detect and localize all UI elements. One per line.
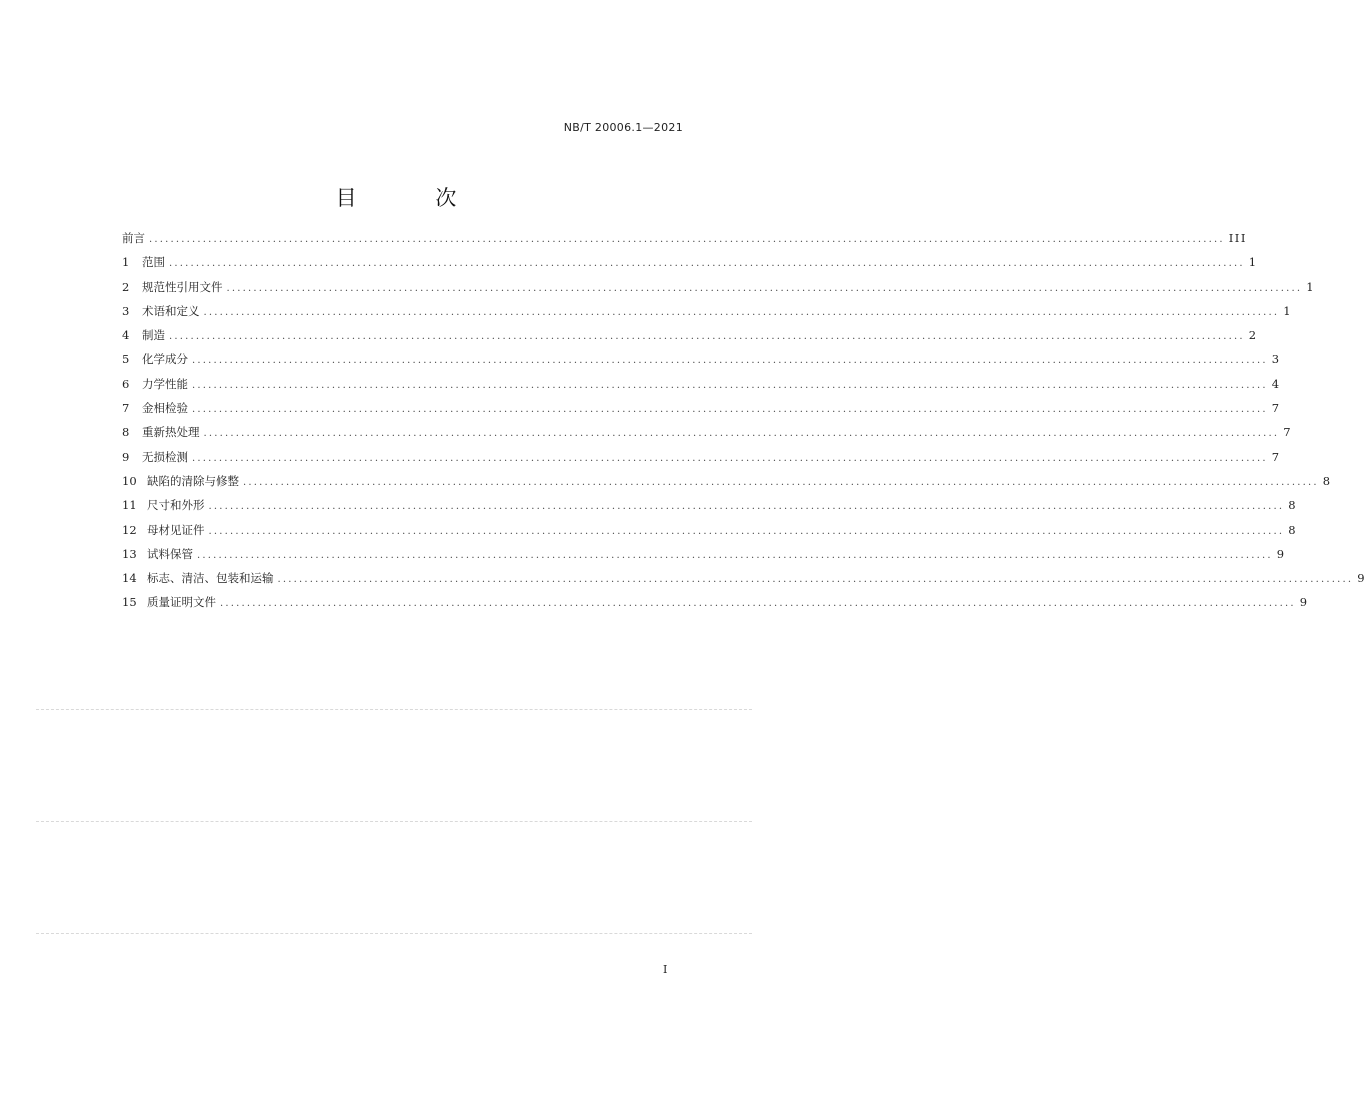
- toc-entry-number: 8: [122, 425, 130, 440]
- toc-entry-label: 前言: [122, 231, 145, 245]
- toc-title: 目 次: [335, 186, 493, 210]
- toc-entry[interactable]: [122, 376, 1281, 400]
- toc-entry[interactable]: [122, 400, 1281, 424]
- toc-dot-leader: ........................................................................................................................................................................................................: [220, 598, 1296, 610]
- toc-entry-page: 9: [1357, 571, 1366, 586]
- toc-entry[interactable]: [122, 327, 1258, 351]
- toc-entry-number: 13: [122, 546, 137, 561]
- page-divider: [36, 821, 752, 822]
- toc-dot-leader: ........................................................................................................................................................................................................: [192, 452, 1268, 464]
- toc-entry-page: 4: [1271, 376, 1281, 391]
- toc-dot-leader: ........................................................................................................................................................................................................: [203, 306, 1280, 318]
- toc-entry-number: 9: [122, 449, 130, 464]
- toc-entry[interactable]: [122, 594, 1309, 618]
- toc-dot-leader: ........................................................................................................................................................................................................: [169, 331, 1245, 343]
- toc-entry-label: 缺陷的清除与修整: [147, 473, 239, 488]
- toc-entry-label: 力学性能: [142, 376, 188, 391]
- toc-entry-page: 8: [1288, 522, 1298, 537]
- toc-entry[interactable]: [122, 424, 1293, 448]
- toc-dot-leader: ........................................................................................................................................................................................................: [197, 549, 1273, 561]
- toc-entry-page: 8: [1322, 473, 1332, 488]
- toc-entry[interactable]: [122, 449, 1281, 473]
- toc-entry-number: 11: [122, 498, 137, 513]
- toc-entry-label: 化学成分: [142, 352, 188, 367]
- toc-entry-page: 2: [1248, 328, 1258, 343]
- toc-entry-page: 1: [1306, 279, 1316, 294]
- toc-entry-label: 范围: [142, 255, 165, 270]
- toc-entry-number: 3: [122, 303, 130, 318]
- toc-entry-number: 12: [122, 522, 137, 537]
- toc-dot-leader: ........................................................................................................................................................................................................: [226, 282, 1303, 294]
- toc-dot-leader: ........................................................................................................................................................................................................: [192, 355, 1268, 367]
- toc-entry-page: III: [1228, 231, 1247, 245]
- toc-entry[interactable]: [122, 497, 1298, 521]
- toc-entry-number: 14: [122, 571, 137, 586]
- page-number: I: [663, 963, 668, 976]
- toc-entry-page: 7: [1271, 449, 1281, 464]
- toc-entry[interactable]: [122, 546, 1286, 570]
- toc-entry-label: 术语和定义: [142, 303, 200, 318]
- toc-dot-leader: ........................................................................................................................................................................................................: [149, 234, 1225, 245]
- toc-entry-page: 9: [1299, 595, 1309, 610]
- toc-entry[interactable]: [122, 351, 1281, 375]
- toc-entry-number: 7: [122, 401, 130, 416]
- page-divider: [36, 709, 752, 710]
- toc-dot-leader: ........................................................................................................................................................................................................: [192, 379, 1268, 391]
- toc-entry-page: 8: [1288, 498, 1298, 513]
- toc-entry[interactable]: [122, 279, 1316, 303]
- toc-entry-page: 9: [1276, 546, 1286, 561]
- toc-entry-page: 1: [1248, 255, 1258, 270]
- toc-entry-number: 10: [122, 473, 137, 488]
- toc-dot-leader: ........................................................................................................................................................................................................: [169, 258, 1245, 270]
- toc-dot-leader: ........................................................................................................................................................................................................: [243, 476, 1319, 488]
- toc-entry[interactable]: [122, 303, 1293, 327]
- toc-entry-number: 5: [122, 352, 130, 367]
- toc-entry-label: 重新热处理: [142, 425, 200, 440]
- toc-entry-label: 规范性引用文件: [142, 279, 223, 294]
- toc-entry-label: 试料保管: [147, 546, 193, 561]
- toc-entry-label: 母材见证件: [147, 522, 205, 537]
- toc-entry-page: 1: [1283, 303, 1293, 318]
- toc-entry[interactable]: [122, 522, 1298, 546]
- toc-dot-leader: ........................................................................................................................................................................................................: [203, 428, 1280, 440]
- toc-dot-leader: ........................................................................................................................................................................................................: [277, 574, 1354, 586]
- table-of-contents: [122, 230, 1366, 619]
- toc-entry-label: 尺寸和外形: [147, 498, 205, 513]
- toc-entry-number: 1: [122, 255, 130, 270]
- toc-entry-label: 无损检测: [142, 449, 188, 464]
- page-divider: [36, 933, 752, 934]
- standard-code: NB/T 20006.1—2021: [563, 121, 683, 134]
- toc-entry-number: 15: [122, 595, 137, 610]
- toc-entry[interactable]: [122, 230, 1247, 254]
- toc-entry-number: 4: [122, 328, 130, 343]
- toc-entry-label: 制造: [142, 328, 165, 343]
- toc-dot-leader: ........................................................................................................................................................................................................: [208, 525, 1285, 537]
- toc-entry-page: 7: [1283, 425, 1293, 440]
- toc-entry-number: 2: [122, 279, 130, 294]
- toc-entry-label: 标志、清洁、包装和运输: [147, 571, 274, 586]
- toc-dot-leader: ........................................................................................................................................................................................................: [192, 404, 1268, 416]
- toc-entry[interactable]: [122, 473, 1332, 497]
- toc-dot-leader: ........................................................................................................................................................................................................: [208, 501, 1285, 513]
- toc-entry[interactable]: [122, 570, 1366, 594]
- toc-entry-page: 3: [1271, 352, 1281, 367]
- toc-entry-label: 金相检验: [142, 401, 188, 416]
- toc-entry[interactable]: [122, 254, 1258, 278]
- toc-entry-number: 6: [122, 376, 130, 391]
- toc-entry-page: 7: [1271, 401, 1281, 416]
- toc-entry-label: 质量证明文件: [147, 595, 216, 610]
